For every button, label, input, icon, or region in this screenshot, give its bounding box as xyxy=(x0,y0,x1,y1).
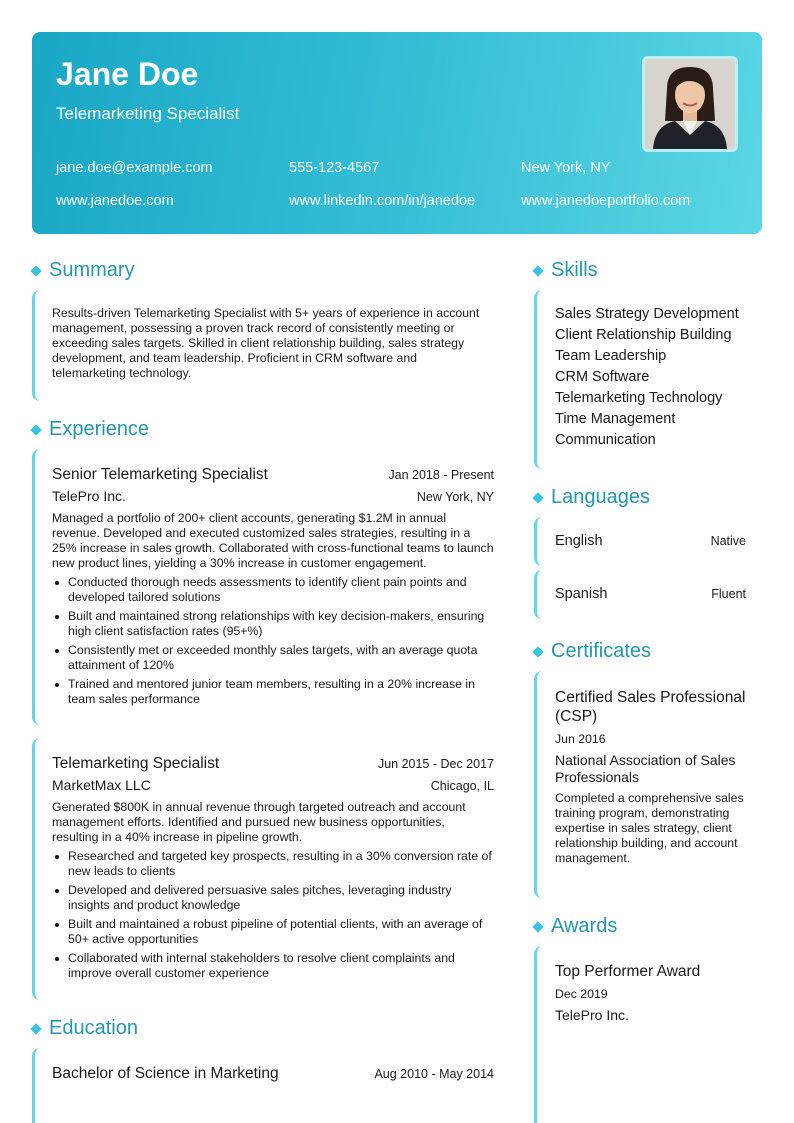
job-location: New York, NY xyxy=(416,490,494,504)
skill-item: CRM Software xyxy=(555,369,650,385)
diamond-icon xyxy=(30,1023,41,1034)
diamond-icon xyxy=(532,921,543,932)
contact-email[interactable]: jane.doe@example.com xyxy=(56,160,213,176)
awards-heading xyxy=(534,915,617,938)
education-block xyxy=(32,1048,502,1123)
skill-item: Telemarketing Technology xyxy=(555,390,723,406)
job-dates: Jun 2015 - Dec 2017 xyxy=(377,757,494,771)
skills-list xyxy=(555,304,760,451)
contact-website[interactable]: www.janedoe.com xyxy=(56,193,174,209)
job-bullets xyxy=(52,575,494,707)
language-entry xyxy=(555,533,746,549)
job-bullet: Built and maintained a robust pipeline of potential clients, with an average of 50+ active opportunities xyxy=(52,917,494,947)
certificate-entry xyxy=(555,688,755,866)
resume-header xyxy=(32,32,762,234)
language-level: Native xyxy=(710,534,746,548)
languages-heading-text: Languages xyxy=(551,486,650,508)
language-name: English xyxy=(555,533,603,549)
awards-heading-text: Awards xyxy=(551,915,618,937)
diamond-icon xyxy=(532,265,543,276)
job-location: Chicago, IL xyxy=(430,779,494,793)
experience-heading xyxy=(32,418,149,441)
education-entry xyxy=(52,1065,494,1085)
diamond-icon xyxy=(532,646,543,657)
job-description: Managed a portfolio of 200+ client accounts, generating $1.2M in annual revenue. Developed and executed customized sales strategies, resulting in a 25% increase in sales growth. Collaborated with cross-functional teams to launch new product lines, yielding a 30% increase in customer engagement. xyxy=(52,511,494,570)
certificate-issuer: National Association of Sales Professionals xyxy=(555,752,736,785)
experience-heading-text: Experience xyxy=(49,418,150,440)
skill-item: Time Management xyxy=(555,411,676,427)
skills-heading xyxy=(534,259,598,282)
contact-phone[interactable]: 555-123-4567 xyxy=(289,160,380,176)
diamond-icon xyxy=(30,424,41,435)
languages-heading xyxy=(534,486,650,509)
job-bullet: Trained and mentored junior team members, resulting in a 20% increase in team sales performance xyxy=(52,677,494,707)
skill-item: Sales Strategy Development xyxy=(555,306,739,322)
contact-portfolio[interactable]: www.janedoeportfolio.com xyxy=(521,193,691,209)
job-company: MarketMax LLC xyxy=(52,777,151,793)
job-bullet: Built and maintained strong relationships with key decision-makers, ensuring high client satisfaction rates (95+%) xyxy=(52,609,494,639)
profile-photo xyxy=(642,56,738,152)
candidate-title: Telemarketing Specialist xyxy=(56,104,240,123)
job-bullet: Researched and targeted key prospects, resulting in a 30% conversion rate of new leads to clients xyxy=(52,849,494,879)
contact-location: New York, NY xyxy=(521,160,611,176)
job-bullet: Consistently met or exceeded monthly sales targets, with an average quota attainment of 120% xyxy=(52,643,494,673)
diamond-icon xyxy=(30,265,41,276)
job-entry-2 xyxy=(52,755,494,981)
skill-item: Communication xyxy=(555,432,656,448)
skill-item: Team Leadership xyxy=(555,348,667,364)
job-title: Senior Telemarketing Specialist xyxy=(52,466,268,483)
award-issuer: TelePro Inc. xyxy=(555,1007,629,1023)
job-title: Telemarketing Specialist xyxy=(52,755,220,772)
certificates-heading xyxy=(534,640,651,663)
award-entry xyxy=(555,963,755,1023)
language-entry xyxy=(555,586,746,602)
certificate-name: Certified Sales Professional (CSP) xyxy=(555,689,746,725)
job-entry-1 xyxy=(52,466,494,707)
skills-heading-text: Skills xyxy=(551,259,598,281)
diamond-icon xyxy=(532,492,543,503)
job-bullet: Conducted thorough needs assessments to identify client pain points and developed tailored solutions xyxy=(52,575,494,605)
award-name: Top Performer Award xyxy=(555,963,701,980)
summary-heading-text: Summary xyxy=(49,259,135,281)
education-degree: Bachelor of Science in Marketing xyxy=(52,1065,279,1082)
education-heading-text: Education xyxy=(49,1017,138,1039)
candidate-name: Jane Doe xyxy=(56,56,199,92)
job-bullets xyxy=(52,849,494,981)
award-date: Dec 2019 xyxy=(555,987,608,1001)
education-dates: Aug 2010 - May 2014 xyxy=(374,1067,494,1081)
certificate-date: Jun 2016 xyxy=(555,732,606,746)
certificate-description: Completed a comprehensive sales training program, demonstrating expertise in sales strategy, client relationship building, and account management. xyxy=(555,791,744,865)
skill-item: Client Relationship Building xyxy=(555,327,732,343)
job-bullet: Collaborated with internal stakeholders to resolve client complaints and improve overall customer experience xyxy=(52,951,494,981)
contact-linkedin[interactable]: www.linkedin.com/in/janedoe xyxy=(289,193,476,209)
job-description: Generated $800K in annual revenue through targeted outreach and account management efforts. Identified and pursued new business opportunities, resulting in a 40% increase in pipeline growth. xyxy=(52,800,466,844)
job-dates: Jan 2018 - Present xyxy=(388,468,494,482)
language-name: Spanish xyxy=(555,586,608,602)
language-level: Fluent xyxy=(711,587,746,601)
job-bullet: Developed and delivered persuasive sales pitches, leveraging industry insights and product knowledge xyxy=(52,883,494,913)
summary-heading xyxy=(32,259,135,282)
job-company: TelePro Inc. xyxy=(52,488,126,504)
education-heading xyxy=(32,1017,138,1040)
summary-text: Results-driven Telemarketing Specialist with 5+ years of experience in account management, possessing a proven track record of consistently meeting or exceeding sales targets. Skilled in client relationship building, sales strategy development, and team leadership. Proficient in CRM software and telemarketing technology. xyxy=(52,306,480,380)
certificates-heading-text: Certificates xyxy=(551,640,652,662)
